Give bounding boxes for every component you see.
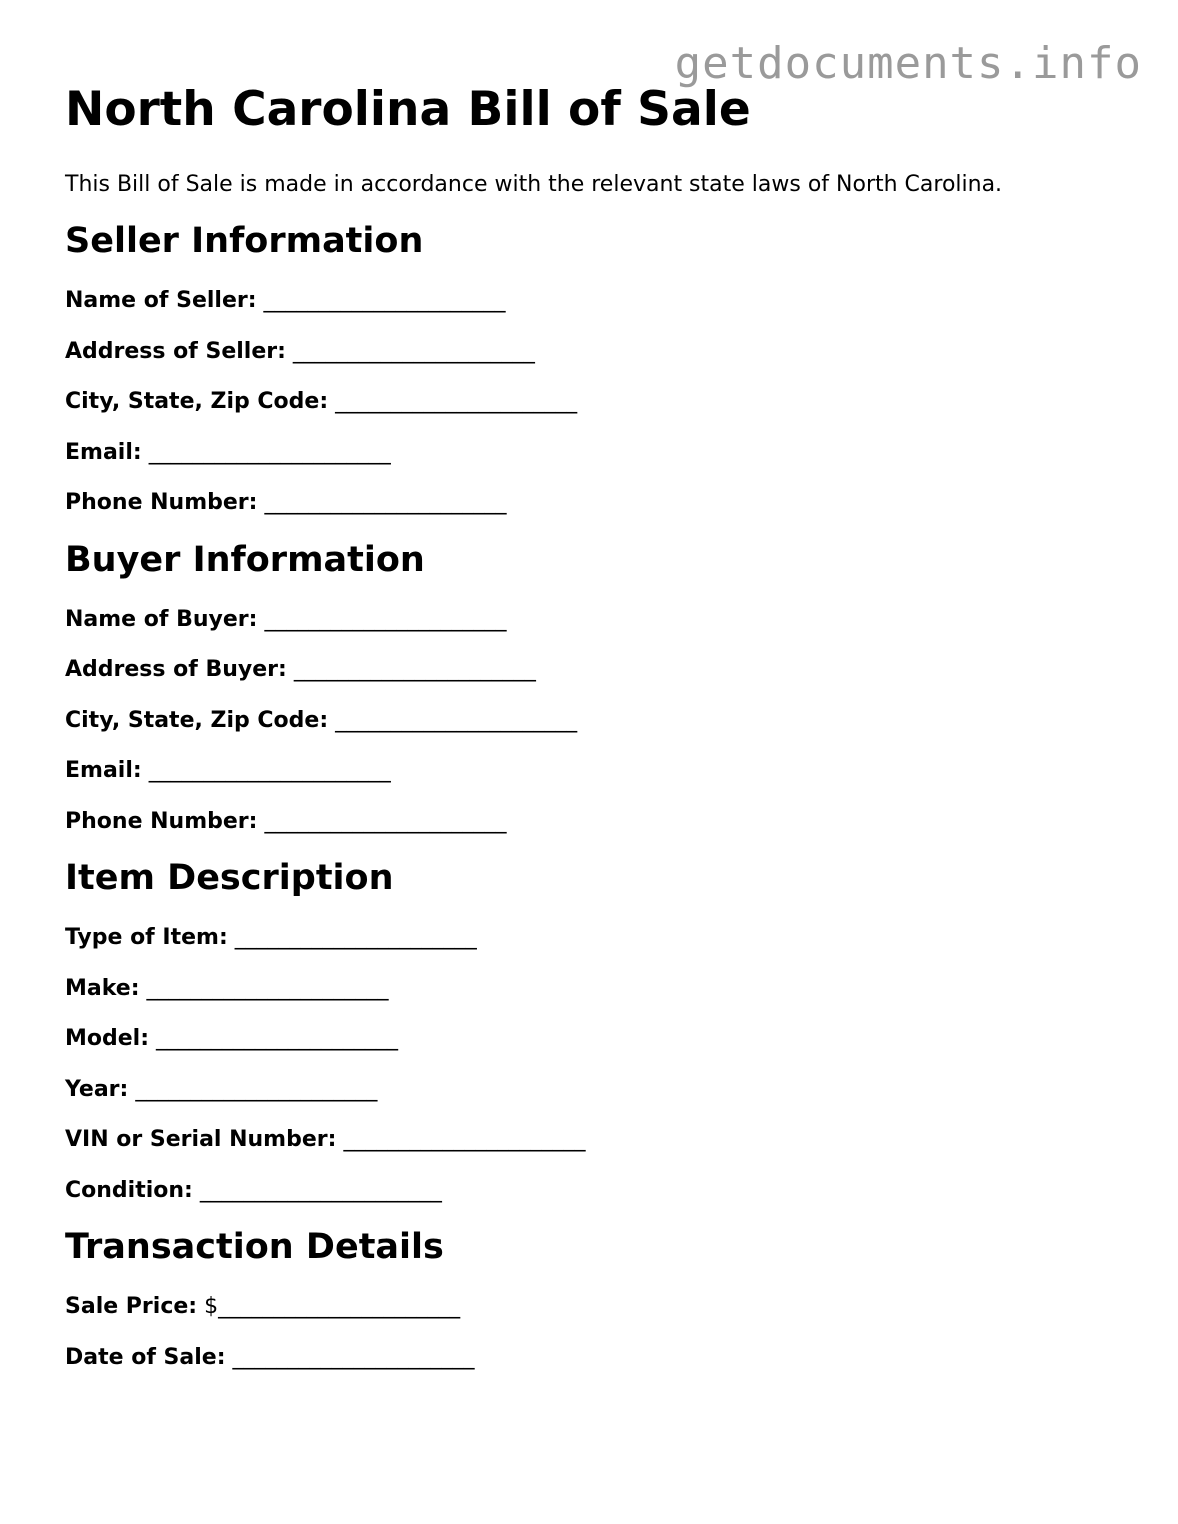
field-label: Phone Number: xyxy=(65,490,258,515)
buyer-heading: Buyer Information xyxy=(65,539,425,580)
item-heading: Item Description xyxy=(65,858,394,898)
field-label: Sale Price: xyxy=(65,1294,198,1319)
field-label: Make: xyxy=(65,975,140,1001)
blank-line[interactable]: ______________________ xyxy=(264,490,507,515)
field-label: Address of Buyer: xyxy=(65,657,287,682)
item-make-field[interactable] xyxy=(65,974,1125,1004)
buyer-section xyxy=(65,539,1125,837)
buyer-email-field[interactable] xyxy=(65,756,1125,786)
blank-line[interactable]: ______________________ xyxy=(263,288,506,313)
blank-line[interactable]: ______________________ xyxy=(232,1344,475,1370)
item-year-field[interactable] xyxy=(65,1075,1125,1105)
field-label: Phone Number: xyxy=(65,808,258,834)
buyer-address-field[interactable] xyxy=(65,655,1125,685)
sale-price-field[interactable] xyxy=(65,1292,1125,1322)
field-label: Address of Seller: xyxy=(65,338,286,364)
currency-prefix: $ xyxy=(204,1294,219,1319)
blank-line[interactable]: ______________________ xyxy=(218,1294,461,1319)
blank-line[interactable]: ______________________ xyxy=(199,1177,442,1203)
blank-line[interactable]: ______________________ xyxy=(146,975,389,1001)
seller-section xyxy=(65,220,1125,518)
blank-line[interactable]: ______________________ xyxy=(335,707,578,733)
item-type-field[interactable] xyxy=(65,923,1125,953)
transaction-heading: Transaction Details xyxy=(65,1227,444,1267)
transaction-section xyxy=(65,1226,1125,1373)
sale-date-field[interactable] xyxy=(65,1343,1125,1373)
blank-line[interactable]: ______________________ xyxy=(148,439,391,465)
field-label: City, State, Zip Code: xyxy=(65,707,329,733)
buyer-phone-field[interactable] xyxy=(65,807,1125,837)
watermark: getdocuments.info xyxy=(674,38,1142,89)
blank-line[interactable]: ______________________ xyxy=(135,1076,378,1102)
blank-line[interactable]: ______________________ xyxy=(264,606,507,632)
blank-line[interactable]: ______________________ xyxy=(234,925,477,950)
blank-line[interactable]: ______________________ xyxy=(335,389,578,414)
item-model-field[interactable] xyxy=(65,1024,1125,1054)
item-condition-field[interactable] xyxy=(65,1176,1125,1206)
blank-line[interactable]: ______________________ xyxy=(148,758,391,783)
field-label: Date of Sale: xyxy=(65,1344,226,1370)
document-page xyxy=(65,82,1125,1393)
seller-address-field[interactable] xyxy=(65,337,1125,367)
seller-city-state-zip-field[interactable] xyxy=(65,387,1125,417)
seller-heading: Seller Information xyxy=(65,221,424,261)
blank-line[interactable]: ______________________ xyxy=(292,338,535,364)
buyer-name-field[interactable] xyxy=(65,605,1125,635)
field-label: City, State, Zip Code: xyxy=(65,389,329,414)
field-label: Name of Buyer: xyxy=(65,606,258,632)
field-label: Type of Item: xyxy=(65,925,228,950)
field-label: Year: xyxy=(65,1076,129,1102)
field-label: VIN or Serial Number: xyxy=(65,1127,337,1152)
blank-line[interactable]: ______________________ xyxy=(293,657,536,682)
field-label: Name of Seller: xyxy=(65,288,257,313)
field-label: Email: xyxy=(65,758,142,783)
field-label: Email: xyxy=(65,439,142,465)
blank-line[interactable]: ______________________ xyxy=(343,1127,586,1152)
seller-email-field[interactable] xyxy=(65,438,1125,468)
seller-phone-field[interactable] xyxy=(65,488,1125,518)
document-title: North Carolina Bill of Sale xyxy=(65,82,751,137)
item-vin-field[interactable] xyxy=(65,1125,1125,1155)
field-label: Model: xyxy=(65,1026,150,1051)
field-label: Condition: xyxy=(65,1177,193,1203)
blank-line[interactable]: ______________________ xyxy=(264,808,507,834)
intro-paragraph: This Bill of Sale is made in accordance with the relevant state laws of North Carolina. xyxy=(65,172,1003,197)
blank-line[interactable]: ______________________ xyxy=(156,1026,399,1051)
buyer-city-state-zip-field[interactable] xyxy=(65,706,1125,736)
seller-name-field[interactable] xyxy=(65,286,1125,316)
item-section xyxy=(65,857,1125,1206)
